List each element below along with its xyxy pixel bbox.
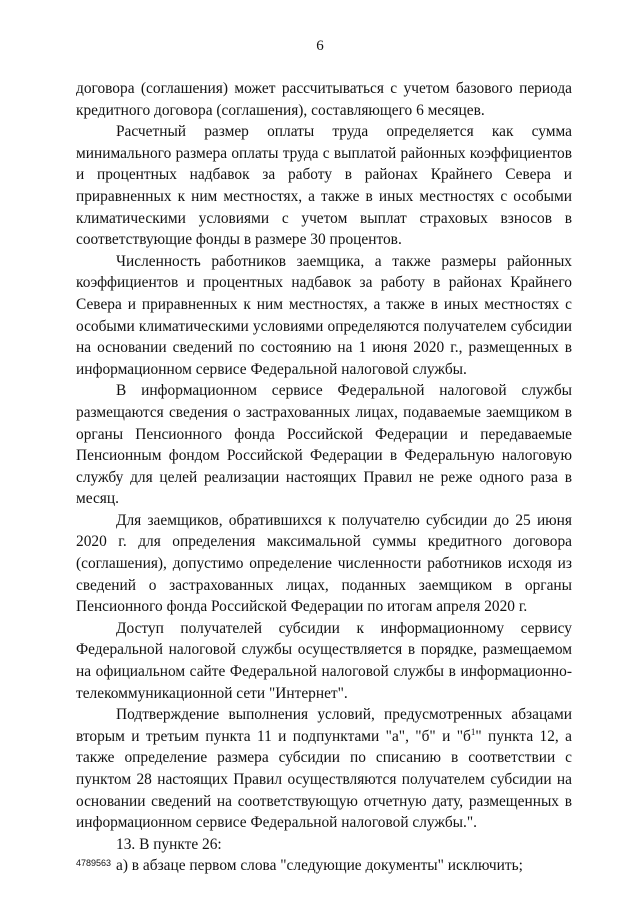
document-code: 4789563: [76, 858, 112, 868]
paragraph-confirmation: [76, 704, 572, 834]
paragraph-borrowers-june: Для заемщиков, обратившихся к получателю субсидии до 25 июня 2020 г. для определения максимальной суммы кредитного договора (соглашения), допустимо определение численности работников исходя из сведений о застрахованных лицах, поданных заемщиком в органы Пенсионного фонда Российской Федерации по итогам апреля 2020 г.: [76, 511, 572, 616]
paragraph-fns-service: В информационном сервисе Федеральной налоговой службы размещаются сведения о застрахованных лицах, подаваемые заемщиком в органы Пенсионного фонда Российской Федерации и передаваемые Пенсионным фондом Российской Федерации в Федеральную налоговую службу для целей реализации настоящих Правил не реже одного раза в месяц.: [76, 382, 572, 508]
paragraph-confirmation-text-a: Подтверждение выполнения условий, предусмотренных абзацами вторым и третьим пункта 11 и подпунктами "а", "б" и "б: [76, 706, 572, 745]
paragraph-item-13: 13. В пункте 26:: [116, 835, 222, 853]
paragraph-confirmation-text-b: " пункта 12, а также определение размера субсидии по списанию в соответствии с пунктом 28 настоящих Правил осуществляются получателем субсидии на основании сведений на соответствующую отчетную дату, размещенных в информационном сервисе Федеральной налоговой службы.".: [76, 727, 572, 832]
superscript-one: 1: [470, 726, 476, 737]
document-body: [76, 78, 572, 877]
paragraph-employee-count: Численность работников заемщика, а также размеры районных коэффициентов и процентных надбавок за работу в районах Крайнего Севера и приравненных к ним местностях, а также в иных местностях с особыми климатическими условиями определяются получателем субсидии на основании сведений по состоянию на 1 июня 2020 г., размещенных в информационном сервисе Федеральной налоговой службы.: [76, 252, 572, 378]
page-number: 6: [316, 38, 324, 54]
paragraph-continuation: договора (соглашения) может рассчитываться с учетом базового периода кредитного договора (соглашения), составляющего 6 месяцев.: [76, 80, 572, 119]
paragraph-access: Доступ получателей субсидии к информационному сервису Федеральной налоговой службы осуществляется в порядке, размещаемом на официальном сайте Федеральной налоговой службы в информационно-телекоммуникационной сети "Интернет".: [76, 619, 572, 702]
paragraph-wage-calculation: Расчетный размер оплаты труда определяется как сумма минимального размера оплаты труда с выплатой районных коэффициентов и процентных надбавок за работу в районах Крайнего Севера и приравненных к ним местностях, а также в иных местностях с особыми климатическими условиями с учетом выплат страховых взносов в соответствующие фонды в размере 30 процентов.: [76, 123, 572, 249]
paragraph-subitem-a: а) в абзаце первом слова "следующие документы" исключить;: [116, 857, 523, 875]
